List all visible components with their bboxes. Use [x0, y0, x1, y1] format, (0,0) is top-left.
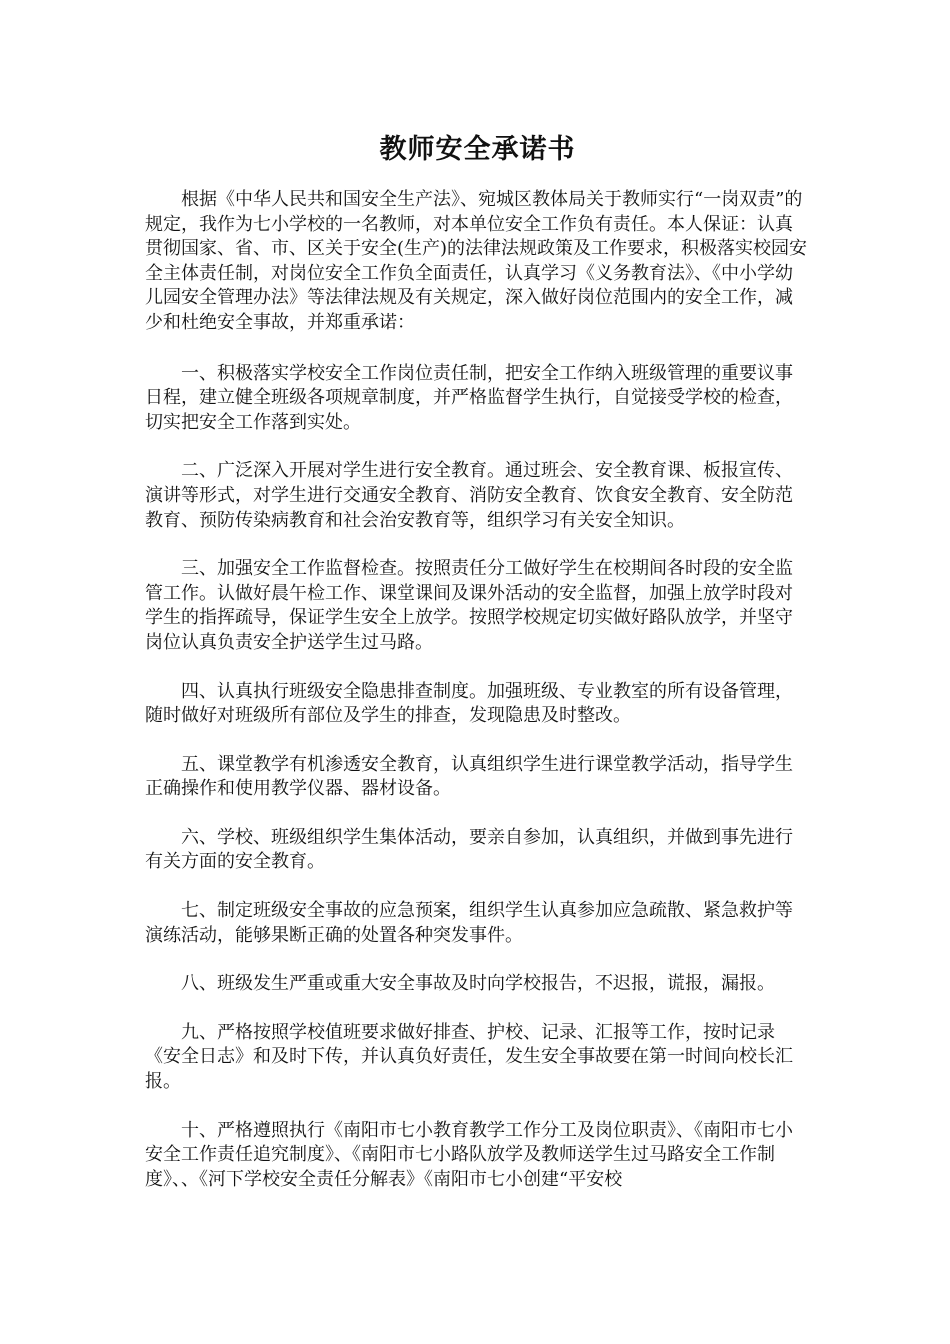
commitment-item-7: 七、制定班级安全事故的应急预案，组织学生认真参加应急疏散、紧急救护等演练活动，能够果断正确的处置各种突发事件。	[145, 900, 793, 946]
commitment-item-3: 三、加强安全工作监督检查。按照责任分工做好学生在校期间各时段的安全监管工作。认做好晨午检工作、课堂课间及课外活动的安全监督，加强上放学时段对学生的指挥疏导，保证学生安全上放学。按照学校规定切实做好路队放学，并坚守岗位认真负责安全护送学生过马路。	[145, 558, 793, 653]
commitment-item-8: 八、班级发生严重或重大安全事故及时向学校报告，不迟报，谎报，漏报。	[181, 973, 775, 995]
commitment-item-1: 一、积极落实学校安全工作岗位责任制，把安全工作纳入班级管理的重要议事日程，建立健全班级各项规章制度，并严格监督学生执行，自觉接受学校的检查，切实把安全工作落到实处。	[145, 362, 793, 433]
commitment-item-5: 五、课堂教学有机渗透安全教育，认真组织学生进行课堂教学活动，指导学生正确操作和使用教学仪器、器材设备。	[145, 753, 793, 800]
page-title: 教师安全承诺书	[379, 134, 576, 165]
document-page	[145, 130, 810, 1216]
commitment-item-9: 九、严格按照学校值班要求做好排查、护校、记录、汇报等工作，按时记录《安全日志》和及时下传，并认真负好责任，发生安全事故要在第一时间向校长汇报。	[145, 1021, 793, 1093]
intro-paragraph: 根据《中华人民共和国安全生产法》、宛城区教体局关于教师实行“一岗双责”的规定，我作为七小学校的一名教师，对本单位安全工作负有责任。本人保证：认真贯彻国家、省、市、区关于安全(生产)的法律法规政策及工作要求，积极落实校园安全主体责任制，对岗位安全工作负全面责任，认真学习《义务教育法》、《中小学幼儿园安全管理办法》等法律法规及有关规定，深入做好岗位范围内的安全工作，减少和杜绝安全事故，并郑重承诺：	[145, 189, 808, 333]
commitment-item-4: 四、认真执行班级安全隐患排查制度。加强班级、专业教室的所有设备管理，随时做好对班级所有部位及学生的排查，发现隐患及时整改。	[145, 680, 793, 727]
commitment-item-6: 六、学校、班级组织学生集体活动，要亲自参加，认真组织，并做到事先进行有关方面的安全教育。	[145, 826, 793, 873]
commitment-item-2: 二、广泛深入开展对学生进行安全教育。通过班会、安全教育课、板报宣传、演讲等形式，对学生进行交通安全教育、消防安全教育、饮食安全教育、安全防范教育、预防传染病教育和社会治安教育等，组织学习有关安全知识。	[145, 460, 793, 531]
commitment-item-10: 十、严格遵照执行《南阳市七小教育教学工作分工及岗位职责》、《南阳市七小安全工作责任追究制度》、《南阳市七小路队放学及教师送学生过马路安全工作制度》、、《河下学校安全责任分解表》《南阳市七小创建“平安校	[145, 1119, 793, 1190]
